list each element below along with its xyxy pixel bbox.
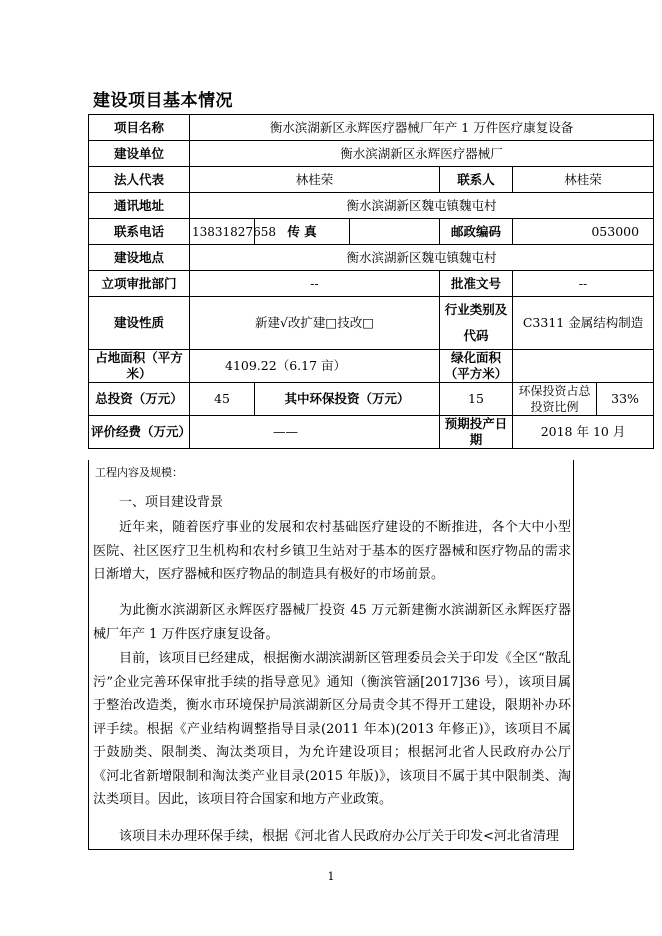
green-label: 绿化面积（平方米） [440, 350, 513, 383]
paragraph-2: 为此衡水滨湖新区永辉医疗器械厂投资 45 万元新建衡水滨湖新区永辉医疗器械厂年产 1 万件医疗康复设备。 [93, 603, 571, 642]
invest-value: 45 [190, 383, 255, 416]
table-row [89, 271, 654, 297]
project-content-box [88, 460, 574, 850]
approval-dept-value: -- [190, 271, 440, 297]
section-title: 建设项目基本情况 [93, 91, 233, 111]
table-row [89, 245, 654, 271]
area-label: 占地面积（平方米） [89, 350, 190, 383]
table-row [89, 297, 654, 350]
paragraph-3: 目前，该项目已经建成，根据衡水湖滨湖新区管理委员会关于印发《全区“散乱污”企业完善环保审批手续的指导意见》通知（衡滨管涵[2017]36 号），该项目属于整治改造类，衡水市环境保护局滨湖新区分局责令其不得开工建设，限期补办环评手续。根据《产业结构调整指导目录(2011 年本)(2013 年修正)》，该项目不属于鼓励类、限制类、淘汰类项目，为允许建设项目；根据河北省人民政府办公厅《河北省新增限制和淘汰类产业目录(2015 年版)》，该项目不属于其中限制类、淘汰类项目。因此，该项目符合国家和地方产业政策。 [93, 651, 571, 807]
site-value: 衡水滨湖新区魏屯镇魏屯村 [190, 245, 654, 271]
approval-no-label: 批准文号 [440, 271, 513, 297]
phone-value: 13831827658 [190, 219, 255, 245]
start-date-label: 预期投产日期 [440, 416, 513, 449]
env-invest-value: 15 [440, 383, 513, 416]
page-number: 1 [327, 870, 335, 883]
phone-label: 联系电话 [89, 219, 190, 245]
table-row [89, 193, 654, 219]
nature-value: 新建√改扩建□技改□ [190, 297, 440, 350]
fax-value [350, 219, 440, 245]
address-value: 衡水滨湖新区魏屯镇魏屯村 [190, 193, 654, 219]
eval-fee-label: 评价经费（万元） [89, 416, 190, 449]
postcode-label: 邮政编码 [440, 219, 513, 245]
address-label: 通讯地址 [89, 193, 190, 219]
nature-label: 建设性质 [89, 297, 190, 350]
table-row [89, 141, 654, 167]
site-label: 建设地点 [89, 245, 190, 271]
unit-value: 衡水滨湖新区永辉医疗器械厂 [190, 141, 654, 167]
basic-info-table [88, 114, 654, 449]
approval-dept-label: 立项审批部门 [89, 271, 190, 297]
fax-label: 传 真 [255, 219, 350, 245]
table-row [89, 383, 654, 416]
industry-value: C3311 金属结构制造 [513, 297, 654, 350]
start-date-value: 2018 年 10 月 [513, 416, 654, 449]
area-value: 4109.22（6.17 亩） [190, 350, 440, 383]
unit-label: 建设单位 [89, 141, 190, 167]
paragraph-4: 该项目未办理环保手续，根据《河北省人民政府办公厅关于印发<河北省清理 [119, 829, 559, 844]
contact-value: 林桂荣 [513, 167, 654, 193]
table-row [89, 115, 654, 141]
project-name-value: 衡水滨湖新区永辉医疗器械厂年产 1 万件医疗康复设备 [190, 115, 654, 141]
table-row [89, 350, 654, 383]
paragraph-1: 近年来，随着医疗事业的发展和农村基础医疗建设的不断推进，各个大中小型医院、社区医疗卫生机构和农村乡镇卫生站对于基本的医疗器械和医疗物品的需求日渐增大，医疗器械和医疗物品的制造具有极好的市场前景。 [93, 520, 571, 582]
postcode-value: 053000 [513, 219, 654, 245]
contact-label: 联系人 [440, 167, 513, 193]
project-name-label: 项目名称 [89, 115, 190, 141]
env-ratio-value: 33% [597, 383, 654, 416]
legal-rep-label: 法人代表 [89, 167, 190, 193]
section-heading-background: 一、项目建设背景 [119, 495, 224, 510]
env-invest-label: 其中环保投资（万元） [255, 383, 440, 416]
invest-label: 总投资（万元） [89, 383, 190, 416]
table-row [89, 219, 654, 245]
approval-no-value: -- [513, 271, 654, 297]
table-row [89, 167, 654, 193]
legal-rep-value: 林桂荣 [190, 167, 440, 193]
table-row [89, 416, 654, 449]
industry-label: 行业类别及代码 [440, 297, 513, 350]
green-value [513, 350, 654, 383]
env-ratio-label: 环保投资占总投资比例 [513, 383, 597, 416]
content-heading: 工程内容及规模： [95, 466, 183, 479]
eval-fee-value: —— [190, 416, 440, 449]
